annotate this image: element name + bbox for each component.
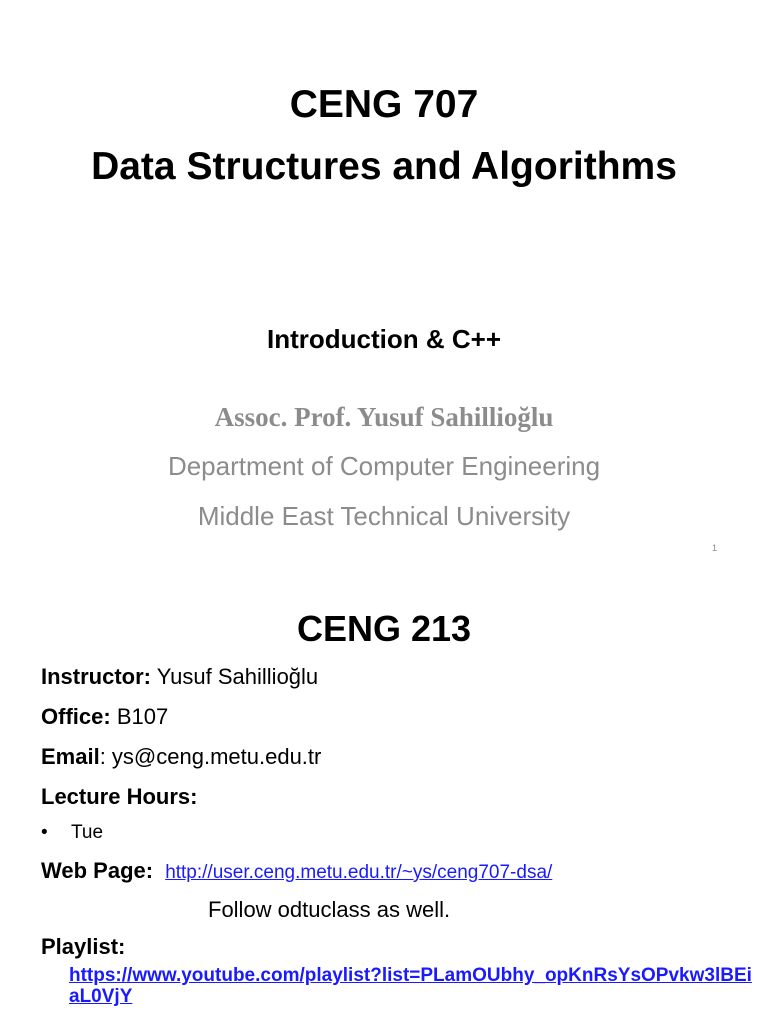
web-page-link[interactable]: http://user.ceng.metu.edu.tr/~ys/ceng707-dsa/ [165, 862, 553, 883]
slide-number: 1 [712, 543, 718, 553]
slide-subtitle: Introduction & C++ [267, 324, 501, 354]
office-value: B107 [116, 704, 169, 729]
university-name: Middle East Technical University [197, 501, 571, 531]
slide2-title: CENG 213 [296, 608, 472, 649]
instructor-value: Yusuf Sahillioğlu [156, 664, 319, 689]
lecture-hours-item [41, 820, 103, 846]
lecture-hours-row [41, 782, 197, 812]
email-value: : ys@ceng.metu.edu.tr [99, 744, 322, 769]
bullet-icon: • [41, 822, 48, 843]
lecture-hours-day: Tue [71, 822, 104, 843]
web-page-row [41, 856, 552, 888]
slide-2 [0, 575, 768, 1024]
department-name: Department of Computer Engineering [167, 451, 601, 481]
instructor-row [41, 662, 318, 692]
course-name-title: Data Structures and Algorithms [91, 145, 677, 188]
course-code-title: CENG 707 [289, 83, 479, 126]
web-page-label: Web Page: [41, 858, 154, 883]
email-row [41, 742, 321, 772]
email-label: Email [41, 744, 100, 769]
instructor-label: Instructor: [41, 664, 151, 689]
lecture-hours-label: Lecture Hours: [41, 784, 198, 809]
office-row [41, 702, 168, 732]
author-name: Assoc. Prof. Yusuf Sahillioğlu [214, 402, 554, 432]
follow-note: Follow odtuclass as well. [208, 897, 451, 922]
office-label: Office: [41, 704, 111, 729]
playlist-row [41, 932, 125, 962]
playlist-label: Playlist: [41, 934, 126, 959]
playlist-link[interactable]: https://www.youtube.com/playlist?list=PLamOUbhy_opKnRsYsOPvkw3lBEiaL0VjY [69, 965, 752, 1007]
